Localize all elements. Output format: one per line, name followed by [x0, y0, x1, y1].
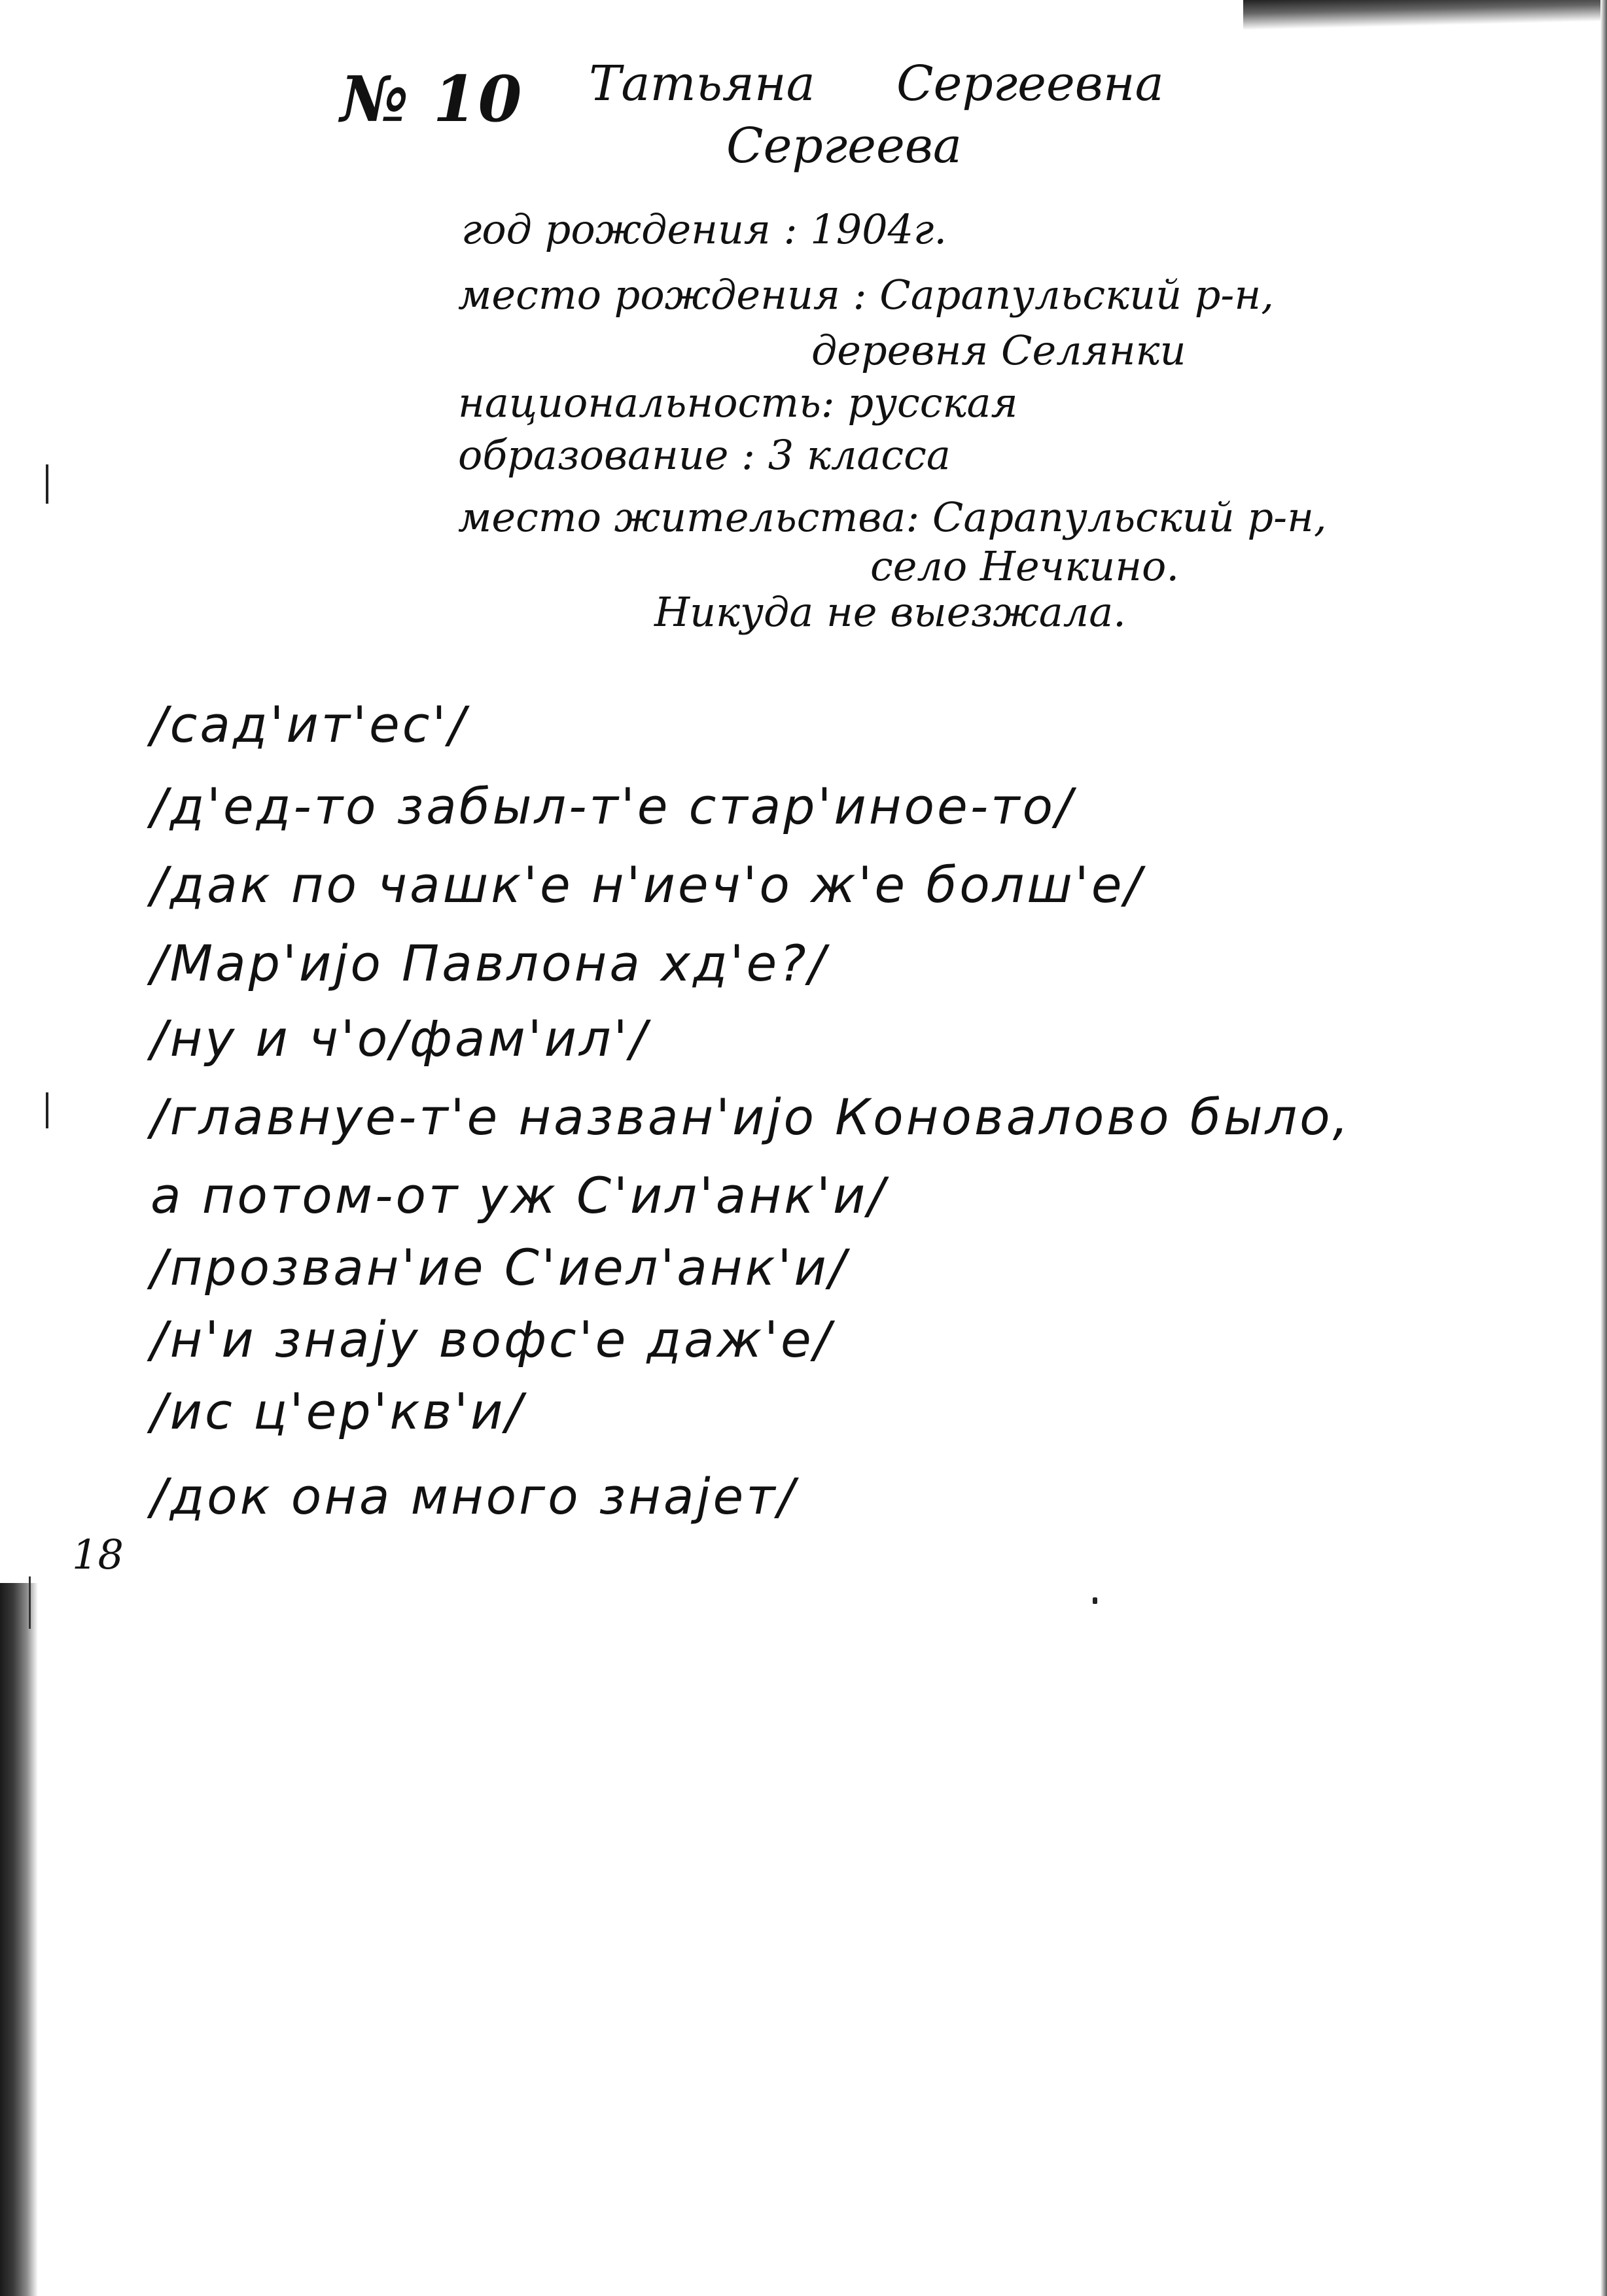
residence-line-1: место жительства: Сарапульский р-н,	[458, 493, 1327, 541]
transcript-line: /ну и ч'о/фам'ил'/	[150, 1009, 650, 1068]
ink-speck	[1093, 1597, 1097, 1604]
first-name: Татьяна	[589, 56, 815, 112]
birthplace-line-2: деревня Селянки	[811, 326, 1186, 374]
scan-shadow-top	[1243, 0, 1607, 30]
transcript-line: /дак по чашк'е н'иеч'о ж'е болш'е/	[150, 856, 1144, 914]
travel-note: Никуда не выезжала.	[654, 588, 1126, 636]
transcript-line: /прозван'ие С'иел'анк'и/	[150, 1238, 849, 1296]
transcript-line: /сад'ит'ес'/	[150, 695, 468, 754]
scan-shadow-left	[0, 1583, 38, 2296]
margin-mark	[46, 1092, 48, 1128]
scan-shadow-right	[1600, 0, 1607, 2296]
birth-year: год рождения : 1904г.	[461, 205, 947, 253]
transcript-line: /д'ед-то забыл-т'е стар'иное-то/	[150, 777, 1075, 835]
transcript-line: /ис ц'ер'кв'и/	[150, 1382, 525, 1440]
transcript-line: /Мар'иjо Павлона хд'е?/	[150, 934, 828, 992]
education: образование : 3 класса	[458, 431, 951, 479]
document-number: № 10	[340, 62, 523, 136]
transcript-line: /н'и знаjу вофс'е даж'е/	[150, 1310, 834, 1368]
transcript-line: а потом-от уж С'ил'анк'и/	[150, 1166, 887, 1225]
margin-mark	[46, 464, 48, 504]
nationality: национальность: русская	[458, 379, 1018, 426]
margin-mark	[29, 1576, 31, 1629]
surname: Сергеева	[726, 118, 962, 174]
birthplace-line-1: место рождения : Сарапульский р-н,	[458, 271, 1274, 319]
transcript-line: /док она много знаjет/	[150, 1467, 798, 1525]
transcript-line: /главнуе-т'е назван'иjо Коновалово было,	[150, 1088, 1351, 1146]
patronymic: Сергеевна	[896, 56, 1164, 112]
page-number: 18	[72, 1531, 124, 1578]
residence-line-2: село Нечкино.	[870, 542, 1180, 590]
